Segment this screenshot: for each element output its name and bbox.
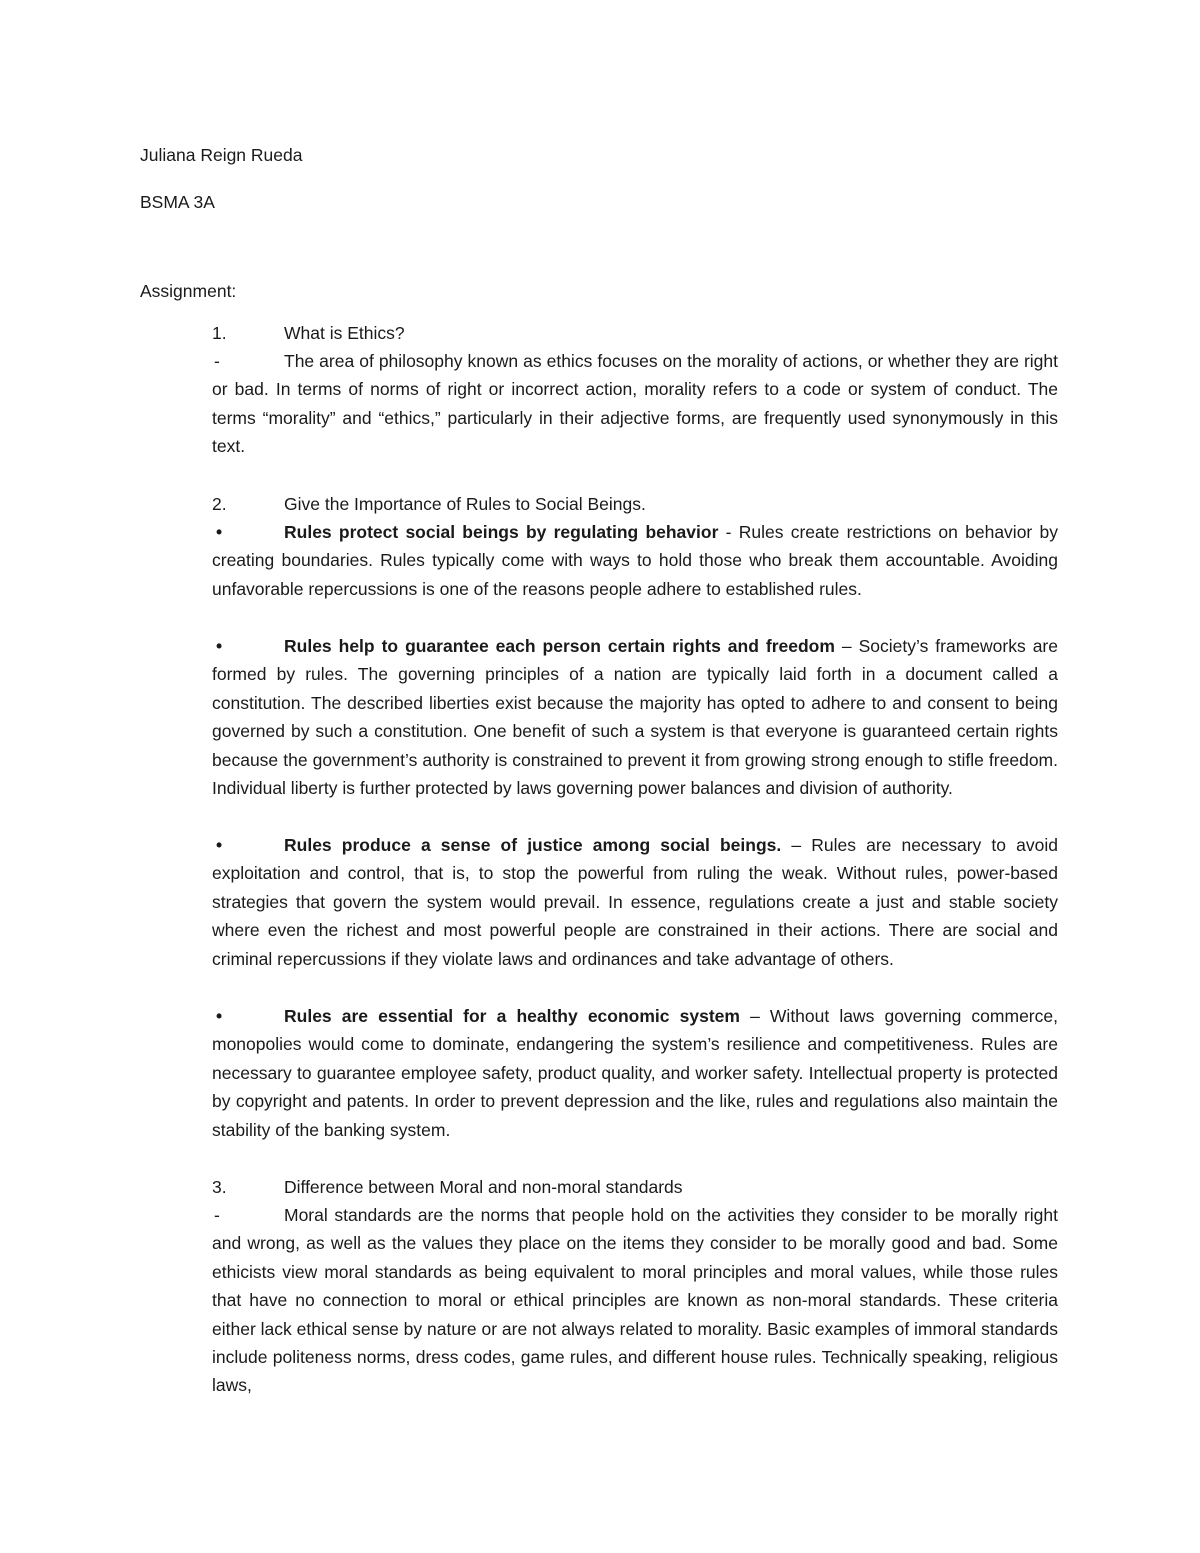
bullet-title: Rules produce a sense of justice among social beings. (284, 835, 782, 855)
dash-marker: - (214, 351, 220, 371)
dash-marker: - (214, 1205, 220, 1225)
question-3-number: 3. (212, 1177, 227, 1197)
question-3-answer (212, 1201, 1058, 1400)
question-2-number: 2. (212, 494, 227, 514)
bullet-body: - Rules create restrictions on behavior by creating boundaries. Rules typically come with ways to hold those who break them accountable. Avoiding unfavorable repercussions is one of the reasons people adhere to established rules. (212, 522, 1058, 599)
question-2-text: Give the Importance of Rules to Social Beings. (284, 494, 646, 514)
bullet-icon: • (216, 522, 223, 542)
bullet-item (212, 518, 1058, 603)
bullet-body: – Rules are necessary to avoid exploitation and control, that is, to stop the powerful from ruling the weak. Without rules, power-based strategies that govern the system would prevail. In essence, regulations create a just and stable society where even the richest and most powerful people are constrained in their actions. There are social and criminal repercussions if they violate laws and ordinances and take advantage of others. (212, 835, 1058, 969)
bullet-title: Rules are essential for a healthy economic system (284, 1006, 740, 1026)
question-3-text: Difference between Moral and non-moral standards (284, 1177, 683, 1197)
student-section: BSMA 3A (140, 192, 215, 212)
bullet-title: Rules protect social beings by regulating behavior (284, 522, 719, 542)
question-3-answer-text: Moral standards are the norms that people hold on the activities they consider to be morally right and wrong, as well as the values they place on the items they consider to be morally good and bad. Some ethicists view moral standards as being equivalent to moral principles and moral values, while those rules that have no connection to moral or ethical principles are known as non-moral standards. These criteria either lack ethical sense by nature or are not always related to morality. Basic examples of immoral standards include politeness norms, dress codes, game rules, and different house rules. Technically speaking, religious laws, (212, 1205, 1058, 1396)
bullet-body: – Society’s frameworks are formed by rules. The governing principles of a nation are typically laid forth in a document called a constitution. The described liberties exist because the majority has opted to adhere to and consent to being governed by such a constitution. One benefit of such a system is that everyone is guaranteed certain rights because the government’s authority is constrained to prevent it from growing strong enough to stifle freedom. Individual liberty is further protected by laws governing power balances and division of authority. (212, 636, 1058, 799)
bullet-icon: • (216, 835, 223, 855)
question-1-text: What is Ethics? (284, 323, 405, 343)
question-1-answer-text: The area of philosophy known as ethics focuses on the morality of actions, or whether they are right or bad. In terms of norms of right or incorrect action, morality refers to a code or system of conduct. The terms “morality” and “ethics,” particularly in their adjective forms, are frequently used synonymously in this text. (212, 351, 1058, 457)
bullet-item (212, 1002, 1058, 1144)
question-1-answer (212, 347, 1058, 461)
bullet-icon: • (216, 1006, 223, 1026)
bullet-title: Rules help to guarantee each person certain rights and freedom (284, 636, 835, 656)
bullet-item (212, 831, 1058, 973)
question-1-number: 1. (212, 323, 227, 343)
assignment-label: Assignment: (140, 281, 237, 301)
bullet-body: – Without laws governing commerce, monopolies would come to dominate, endangering the system’s resilience and competitiveness. Rules are necessary to guarantee employee safety, product quality, and worker safety. Intellectual property is protected by copyright and patents. In order to prevent depression and the like, rules and regulations also maintain the stability of the banking system. (212, 1006, 1058, 1140)
student-name: Juliana Reign Rueda (140, 145, 303, 165)
bullet-icon: • (216, 636, 223, 656)
bullet-item (212, 632, 1058, 802)
